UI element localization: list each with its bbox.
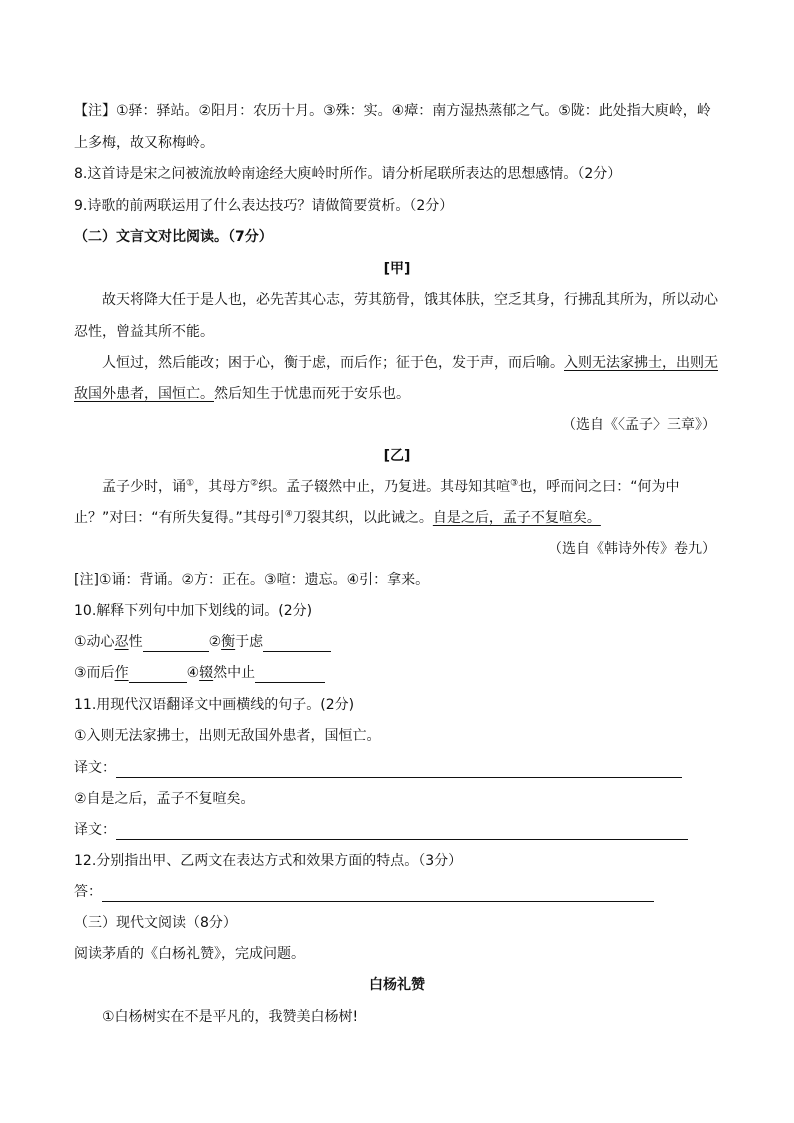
question-9: 9.诗歌的前两联运用了什么表达技巧？请做简要赏析。（2分） [74, 198, 454, 214]
passage-jia-source: （选自《〈孟子〉三章》） [562, 417, 716, 433]
footnote-ref-2: ② [250, 478, 259, 489]
q10-item-4-target-word: 辍 [199, 665, 214, 681]
passage-yi-note: [注]①诵：背诵。②方：正在。③喧：遗忘。④引：拿来。 [74, 572, 430, 588]
q10-item-4-answer-blank[interactable] [255, 667, 325, 683]
question-11: 11.用现代汉语翻译文中画横线的句子。(2分) [74, 697, 355, 713]
modern-text-paragraph-1: ①白杨树实在不是平凡的，我赞美白杨树! [102, 1009, 359, 1025]
q10-item-1-target-word: 忍 [114, 634, 129, 650]
q11-answer-row-2 [74, 820, 688, 840]
passage-yi-text: 刀裂其织，以此诫之。 [292, 510, 433, 526]
passage-yi-line-1 [102, 477, 680, 497]
q10-item-4-suffix: 然中止 [213, 665, 256, 681]
q10-item-2-prefix: ② [208, 634, 222, 650]
passage-yi-text: 孟子少时，诵 [102, 479, 186, 495]
question-10-row-1 [74, 632, 331, 652]
passage-jia-p1-line-1: 故天将降大任于是人也，必先苦其心志，劳其筋骨，饿其体肤，空乏其身，行拂乱其所为，所以动心 [102, 292, 718, 308]
passage-jia-p1-line-2: 忍性，曾益其所不能。 [74, 324, 214, 340]
q12-answer-row [74, 882, 654, 902]
q11-answer-row-1 [74, 758, 682, 778]
passage-yi-text: 止？”对曰：“有所失复得。”其母引 [74, 510, 285, 526]
underlined-sentence-1-part-1: 入则无法家拂士，出则无 [564, 355, 718, 371]
passage-jia-p2-line-2 [74, 384, 410, 404]
underlined-sentence-1-part-2: 敌国外患者，国恒亡。 [74, 386, 214, 402]
section-3-heading: （三）现代文阅读（8分） [74, 915, 237, 931]
passage-yi-source: （选自《韩诗外传》卷九） [548, 541, 716, 557]
passage-jia-title: [甲] [383, 261, 411, 277]
q10-item-3-prefix: ③而后 [74, 665, 115, 681]
q10-item-1-answer-blank[interactable] [143, 636, 209, 652]
underlined-sentence-2: 自是之后，孟子不复喧矣。 [432, 510, 601, 526]
passage-yi-text: 也，呼而问之曰：“何为中 [518, 479, 680, 495]
passage-yi-text: 织。孟子辍然中止，乃复进。其母知其喧 [258, 479, 511, 495]
q12-answer-label: 答： [74, 884, 102, 900]
q11-answer-label-2: 译文： [74, 822, 116, 838]
q11-sentence-1: ①入则无法家拂士，出则无敌国外患者，国恒亡。 [74, 728, 381, 744]
question-8: 8.这首诗是宋之问被流放岭南途经大庾岭时所作。请分析尾联所表达的思想感情。（2分） [74, 166, 622, 182]
passage-yi-line-2 [74, 508, 601, 528]
passage-jia-p2-ending: 然后知生于忧患而死于安乐也。 [214, 386, 410, 402]
footnote-ref-3: ③ [510, 478, 519, 489]
q11-answer-label-1: 译文： [74, 760, 116, 776]
passage-jia-p2-text: 人恒过，然后能改；困于心，衡于虑，而后作；征于色，发于声，而后喻。 [102, 355, 564, 371]
question-10: 10.解释下列句中加下划线的词。(2分) [74, 603, 313, 619]
q10-item-3-answer-blank[interactable] [129, 667, 187, 683]
passage-jia-p2-line-1 [102, 353, 718, 373]
section-3-intro: 阅读茅盾的《白杨礼赞》，完成问题。 [74, 946, 305, 962]
question-12: 12.分别指出甲、乙两文在表达方式和效果方面的特点。（3分） [74, 853, 463, 869]
poem-note-line-1: 【注】①驿：驿站。②阳月：农历十月。③殊：实。④瘴：南方湿热蒸郁之气。⑤陇：此处指大庾岭，岭 [74, 103, 711, 119]
q11-sentence-2: ②自是之后，孟子不复喧矣。 [74, 791, 255, 807]
modern-text-title: 白杨礼赞 [369, 977, 425, 993]
q11-answer-line-2[interactable] [116, 824, 688, 840]
q10-item-1-prefix: ①动心 [74, 634, 115, 650]
q12-answer-line[interactable] [102, 886, 654, 902]
poem-note-line-2: 上多梅，故又称梅岭。 [74, 135, 214, 151]
q10-item-3-target-word: 作 [114, 665, 129, 681]
q10-item-2-target-word: 衡 [221, 634, 236, 650]
footnote-ref-1: ① [186, 478, 195, 489]
passage-yi-title: [乙] [383, 448, 411, 464]
section-2-heading: （二）文言文对比阅读。（7分） [74, 229, 273, 245]
q10-item-4-prefix: ④ [186, 665, 200, 681]
passage-yi-text: ，其母方 [194, 479, 251, 495]
q10-item-2-suffix: 于虑 [235, 634, 264, 650]
q10-item-1-suffix: 性 [128, 634, 143, 650]
q10-item-2-answer-blank[interactable] [263, 636, 331, 652]
q11-answer-line-1[interactable] [116, 762, 682, 778]
question-10-row-2 [74, 663, 325, 683]
footnote-ref-4: ④ [284, 509, 293, 520]
